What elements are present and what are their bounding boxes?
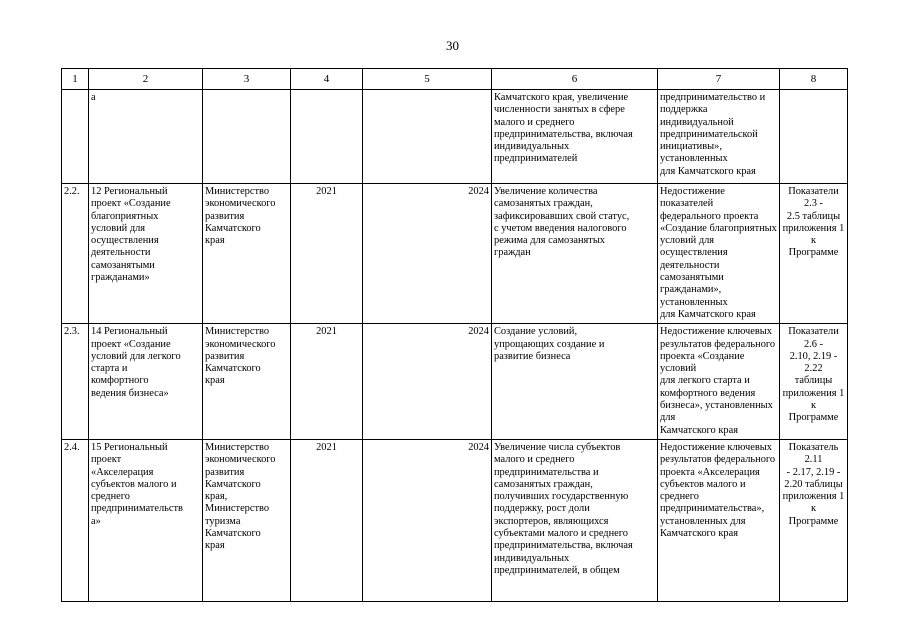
consequences: Недостижение ключевых результатов федерального проекта «Акселерация субъектов малого и среднего предпринимательства», установленных для Камчатского края	[658, 439, 780, 601]
expected-result: Создание условий, упрощающих создание и развитие бизнеса	[492, 324, 658, 440]
header-cell: 8	[780, 69, 848, 90]
indicators: Показатели 2.6 - 2.10, 2.19 - 2.22 таблицы приложения 1 к Программе	[780, 324, 848, 440]
table-header-row	[62, 69, 848, 90]
header-cell: 5	[363, 69, 492, 90]
end-year	[363, 90, 492, 184]
header-cell: 3	[203, 69, 291, 90]
header-cell: 7	[658, 69, 780, 90]
start-year	[291, 90, 363, 184]
start-year: 2021	[291, 324, 363, 440]
header-cell: 2	[89, 69, 203, 90]
end-year: 2024	[363, 439, 492, 601]
row-number: 2.4.	[62, 439, 89, 601]
row-number: 2.2.	[62, 184, 89, 324]
table-row	[62, 184, 848, 324]
end-year: 2024	[363, 324, 492, 440]
event-name: 14 Региональный проект «Создание условий для легкого старта и комфортного ведения бизнеса»	[89, 324, 203, 440]
table-row	[62, 439, 848, 601]
row-number	[62, 90, 89, 184]
start-year: 2021	[291, 439, 363, 601]
expected-result: Камчатского края, увеличение численности занятых в сфере малого и среднего предпринимательства, включая индивидуальных предпринимателей	[492, 90, 658, 184]
program-table	[61, 68, 848, 602]
table-row	[62, 324, 848, 440]
indicators	[780, 90, 848, 184]
executor	[203, 90, 291, 184]
event-name: 15 Региональный проект «Акселерация субъектов малого и среднего предпринимательств а»	[89, 439, 203, 601]
event-name: а	[89, 90, 203, 184]
page-number: 30	[446, 38, 459, 53]
end-year: 2024	[363, 184, 492, 324]
expected-result: Увеличение количества самозанятых граждан, зафиксировавших свой статус, с учетом введения налогового режима для самозанятых граждан	[492, 184, 658, 324]
executor: Министерство экономического развития Камчатского края, Министерство туризма Камчатского края	[203, 439, 291, 601]
row-number: 2.3.	[62, 324, 89, 440]
header-cell: 6	[492, 69, 658, 90]
start-year: 2021	[291, 184, 363, 324]
header-cell: 1	[62, 69, 89, 90]
event-name: 12 Региональный проект «Создание благоприятных условий для осуществления деятельности самозанятыми гражданами»	[89, 184, 203, 324]
indicators: Показатель 2.11 - 2.17, 2.19 - 2.20 таблицы приложения 1 к Программе	[780, 439, 848, 601]
indicators: Показатели 2.3 - 2.5 таблицы приложения 1 к Программе	[780, 184, 848, 324]
consequences: Недостижение показателей федерального проекта «Создание благоприятных условий для осуществления деятельности самозанятыми гражданами», установленных для Камчатского края	[658, 184, 780, 324]
table-row	[62, 90, 848, 184]
consequences: предпринимательство и поддержка индивидуальной предпринимательской инициативы», установленных для Камчатского края	[658, 90, 780, 184]
executor: Министерство экономического развития Камчатского края	[203, 324, 291, 440]
executor: Министерство экономического развития Камчатского края	[203, 184, 291, 324]
header-cell: 4	[291, 69, 363, 90]
expected-result: Увеличение числа субъектов малого и среднего предпринимательства и самозанятых граждан, получивших государственную поддержку, рост доли экспортеров, являющихся субъектами малого и среднего предпринимательства, включая индивидуальных предпринимателей, в общем	[492, 439, 658, 601]
consequences: Недостижение ключевых результатов федерального проекта «Создание условий для легкого старта и комфортного ведения бизнеса», установленных для Камчатского края	[658, 324, 780, 440]
